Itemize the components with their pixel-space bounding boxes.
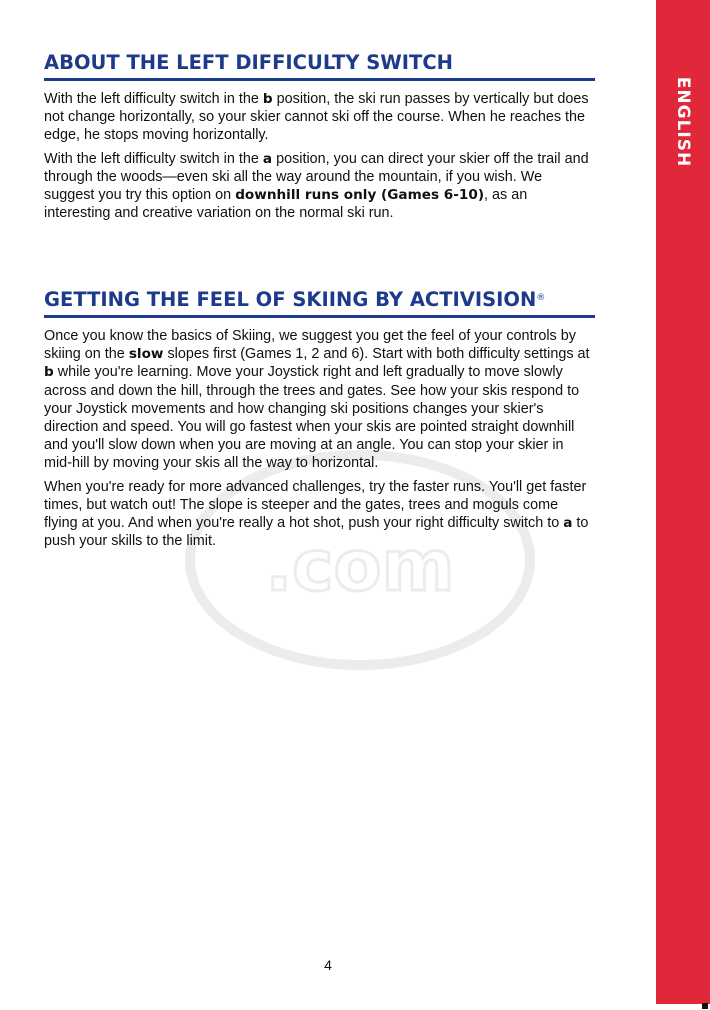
heading-underline (44, 315, 595, 318)
watermark-text: .com (265, 525, 455, 607)
section-heading: GETTING THE FEEL OF SKIING BY ACTIVISION® (44, 288, 546, 311)
language-tab-label: ENGLISH (673, 76, 693, 168)
section-heading: ABOUT THE LEFT DIFFICULTY SWITCH (44, 51, 453, 74)
paragraph: With the left difficulty switch in the b position, the ski run passes by vertically but does not change horizontally, so your skier cannot ski off the course. When he reaches the edge, he stops moving horizontally. (44, 91, 589, 144)
section-left-difficulty-switch (44, 50, 595, 227)
paragraph: When you're ready for more advanced challenges, try the faster runs. You'll get faster times, but watch out! The slope is steeper and the gates, trees and moguls come flying at you. And when you're really a hot shot, push your right difficulty switch to a to push your skills to the limit. (44, 478, 589, 550)
scan-corner-mark (702, 1003, 708, 1009)
paragraph: Once you know the basics of Skiing, we suggest you get the feel of your controls by skiing on the slow slopes first (Games 1, 2 and 6). Start with both difficulty settings at b while you're learning. Move your Joystick right and left gradually to move slowly across and down the hill, through the trees and gates. See how your skis respond to your Joystick movements and how changing ski positions changes your skier's direction and speed. You will go fastest when your skis are pointed straight downhill and you'll slow down when you are moving at an angle. You can stop your skier in mid-hill by moving your skis all the way to horizontal. (44, 328, 590, 472)
paragraph: With the left difficulty switch in the a position, you can direct your skier off the trail and through the woods—even ski all the way around the mountain, if you wish. We suggest you try this option on downhill runs only (Games 6-10), as an interesting and creative variation on the normal ski run. (44, 150, 589, 222)
heading-underline (44, 78, 595, 81)
page-number: 4 (324, 957, 332, 973)
registered-mark: ® (536, 293, 546, 303)
section-feel-of-skiing (44, 287, 595, 555)
